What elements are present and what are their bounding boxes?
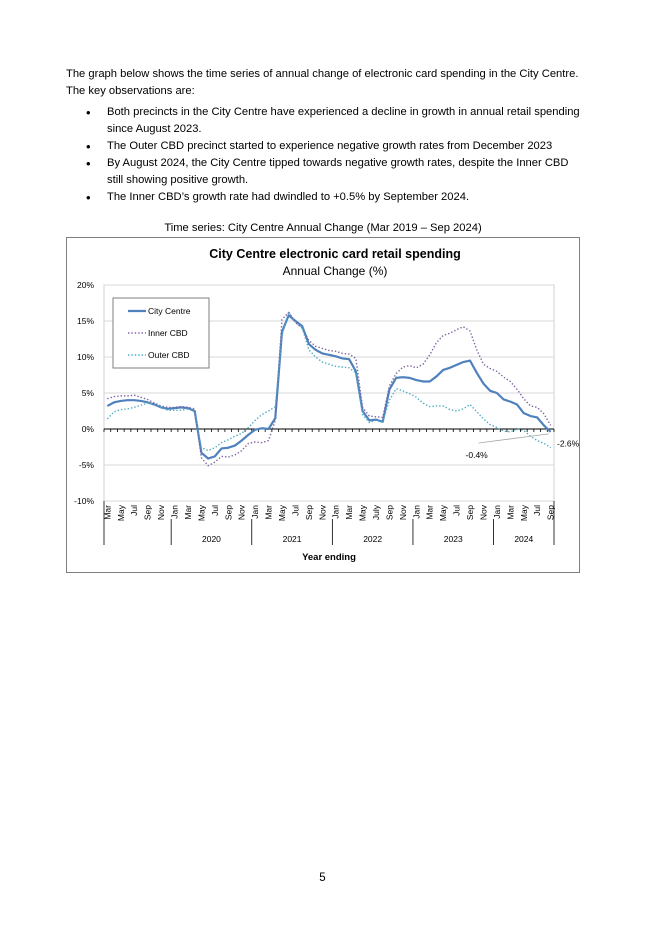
x-tick-label: Jan (169, 505, 180, 519)
y-tick-label: -5% (78, 460, 94, 470)
x-tick-label: Sep (545, 505, 556, 521)
x-tick-label: Sep (465, 505, 476, 521)
x-tick-label: Mar (263, 505, 274, 520)
x-tick-label: May (438, 505, 449, 522)
page-number: 5 (319, 872, 326, 884)
year-group-label: 2024 (514, 534, 534, 544)
annotation-label: -0.4% (465, 450, 488, 460)
x-tick-label: Jul (129, 505, 140, 516)
legend-label: Inner CBD (148, 328, 188, 338)
year-group-label: 2021 (282, 534, 302, 544)
bullet-item: • The Outer CBD precinct started to experience negative growth rates from December 2023 (66, 138, 586, 155)
x-tick-label: Sep (384, 505, 395, 521)
x-tick-label: Sep (142, 505, 153, 521)
x-axis-title: Year ending (302, 552, 356, 563)
x-tick-label: Jul (532, 505, 543, 516)
x-tick-label: May (196, 505, 207, 522)
x-tick-label: Jul (290, 505, 301, 516)
bullet-item: • The Inner CBD’s growth rate had dwindled to +0.5% by September 2024. (66, 189, 586, 206)
y-tick-label: 0% (81, 424, 94, 434)
x-tick-label: May (276, 505, 287, 522)
x-tick-label: Nov (236, 505, 247, 521)
year-group-label: 2020 (202, 534, 221, 544)
y-tick-label: 5% (81, 388, 94, 398)
x-tick-label: Mar (182, 505, 193, 520)
x-tick-label: Nov (156, 505, 167, 521)
chart-subtitle: Annual Change (%) (282, 264, 388, 278)
y-tick-label: -10% (74, 496, 94, 506)
x-tick-label: Jul (209, 505, 220, 516)
legend-label: City Centre (148, 306, 191, 316)
key-observations-list (66, 104, 586, 206)
x-tick-label: Jan (250, 505, 261, 519)
x-tick-label: Jan (491, 505, 502, 519)
x-tick-label: Sep (303, 505, 314, 521)
intro-paragraph: The graph below shows the time series of annual change of electronic card spending in the City Centre. The key observations are: (66, 68, 579, 97)
x-tick-label: Jan (330, 505, 341, 519)
chart-frame (66, 237, 580, 573)
bullet-item: • By August 2024, the City Centre tipped towards negative growth rates, despite the Inner CBD still showing positive growth. (66, 155, 586, 189)
x-tick-label: Nov (397, 505, 408, 521)
bullet-item: • Both precincts in the City Centre have experienced a decline in growth in annual retail spending since August 2023. (66, 104, 586, 138)
x-tick-label: Sep (223, 505, 234, 521)
x-tick-label: Mar (344, 505, 355, 520)
x-tick-label: July (371, 505, 382, 521)
annotation-label: -2.6% (557, 438, 579, 449)
x-tick-label: May (115, 505, 126, 522)
chart-caption: Time series: City Centre Annual Change (Mar 2019 – Sep 2024) (164, 222, 482, 234)
legend-label: Outer CBD (148, 350, 190, 360)
x-tick-label: Mar (424, 505, 435, 520)
x-tick-label: Nov (478, 505, 489, 521)
x-tick-label: Mar (102, 505, 113, 520)
chart-title: City Centre electronic card retail spending (209, 247, 461, 261)
y-tick-label: 10% (76, 352, 94, 362)
chart-svg (67, 238, 579, 572)
x-tick-label: May (357, 505, 368, 522)
y-tick-label: 15% (76, 316, 94, 326)
x-tick-label: Nov (317, 505, 328, 521)
year-group-label: 2022 (363, 534, 383, 544)
x-tick-label: Jul (451, 505, 462, 516)
x-tick-label: Mar (505, 505, 516, 520)
year-group-label: 2023 (443, 534, 463, 544)
y-tick-label: 20% (76, 280, 94, 290)
x-tick-label: May (518, 505, 529, 522)
x-tick-label: Jan (411, 505, 422, 519)
